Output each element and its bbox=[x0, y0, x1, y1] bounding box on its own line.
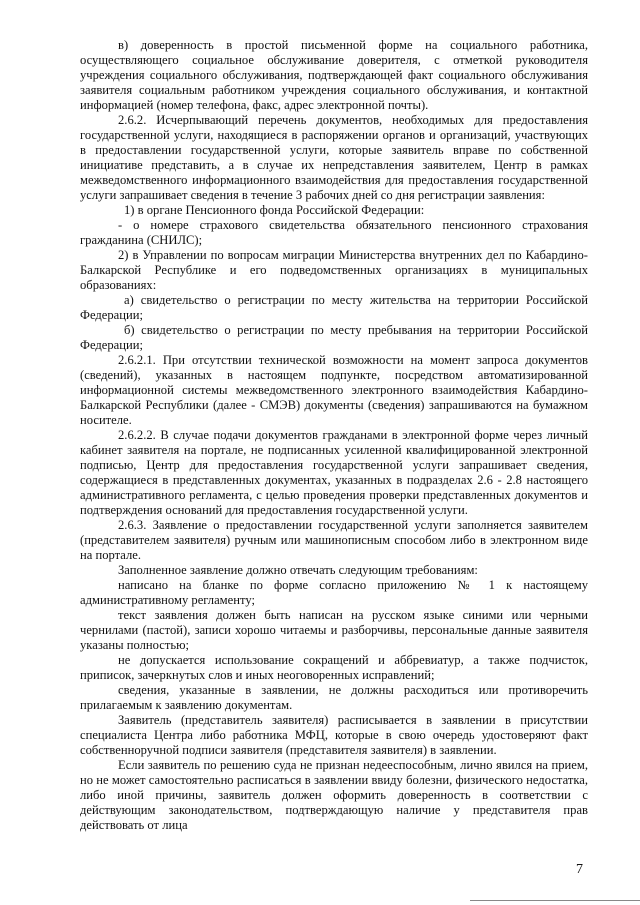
paragraph-stay-registration: б) свидетельство о регистрации по месту пребывания на территории Российской Федерации; bbox=[80, 323, 588, 352]
paragraph-requirements: Заполненное заявление должно отвечать следующим требованиям: bbox=[118, 563, 478, 577]
page-number: 7 bbox=[576, 862, 583, 877]
paragraph-2-6-3: 2.6.3. Заявление о предоставлении государственной услуги заполняется заявителем (представителем заявителя) ручным или машинописным способом либо в электронном виде на портале. bbox=[80, 518, 588, 562]
scan-edge-line bbox=[470, 900, 640, 901]
paragraph-2-6-2: 2.6.2. Исчерпывающий перечень документов, необходимых для предоставления государственной услуги, находящиеся в распоряжении органов и организаций, участвующих в предоставлении государственной услуги, которые заявитель вправе по собственной инициативе представить, а в случае их непредставления заявителем, Центр в рамках межведомственного информационного взаимодействия для предоставления государственной услуги запрашивает сведения в течение 3 рабочих дней со дня регистрации заявления: bbox=[80, 113, 588, 202]
paragraph-incapacity: Если заявитель по решению суда не признан недееспособным, лично явился на прием, но не может самостоятельно расписаться в заявлении ввиду болезни, физического недостатка, либо иной причины, заявитель должен оформить доверенность в соответствии с действующим законодательством, подтверждающую наличие у представителя прав действовать от лица bbox=[80, 758, 588, 832]
paragraph-migration: 2) в Управлении по вопросам миграции Министерства внутренних дел по Кабардино-Балкарской Республике и его подведомственных организациях в муниципальных образованиях: bbox=[80, 248, 588, 292]
paragraph-power-of-attorney: в) доверенность в простой письменной форме на социального работника, осуществляющего социальное обслуживание доверителя, с отметкой руководителя учреждения социального обслуживания, подтверждающей факт социального обслуживания заявителя социальным работником учреждения социального обслуживания, и контактной информацией (номер телефона, факс, адрес электронной почты). bbox=[80, 38, 588, 112]
paragraph-abbreviations: не допускается использование сокращений и аббревиатур, а также подчисток, приписок, зачеркнутых слов и иных неоговоренных исправлений; bbox=[80, 653, 588, 682]
paragraph-form-appendix: написано на бланке по форме согласно приложению № 1 к настоящему административному регламенту; bbox=[80, 578, 588, 607]
paragraph-pension-fund: 1) в органе Пенсионного фонда Российской Федерации: bbox=[124, 203, 425, 217]
paragraph-consistency: сведения, указанные в заявлении, не должны расходиться или противоречить прилагаемым к заявлению документам. bbox=[80, 683, 588, 712]
paragraph-2-6-2-1: 2.6.2.1. При отсутствии технической возможности на момент запроса документов (сведений), указанных в настоящем подпункте, посредством автоматизированной информационной системы межведомственного электронного взаимодействия Кабардино-Балкарской Республики (далее - СМЭВ) документы (сведения) запрашиваются на бумажном носителе. bbox=[80, 353, 588, 427]
paragraph-snils: - о номере страхового свидетельства обязательного пенсионного страхования гражданина (СНИЛС); bbox=[80, 218, 588, 247]
paragraph-signature: Заявитель (представитель заявителя) расписывается в заявлении в присутствии специалиста Центра либо работника МФЦ, которые в свою очередь удостоверяют факт собственноручной подписи заявителя (представителя заявителя) в заявлении. bbox=[80, 713, 588, 757]
document-body bbox=[80, 38, 588, 833]
paragraph-language: текст заявления должен быть написан на русском языке синими или черными чернилами (пастой), записи хорошо читаемы и разборчивы, персональные данные заявителя указаны полностью; bbox=[80, 608, 588, 652]
paragraph-residence-registration: а) свидетельство о регистрации по месту жительства на территории Российской Федерации; bbox=[80, 293, 588, 322]
paragraph-2-6-2-2: 2.6.2.2. В случае подачи документов гражданами в электронной форме через личный кабинет заявителя на портале, не подписанных усиленной квалифицированной электронной подписью, Центр для предоставления государственной услуги запрашивает сведения, содержащиеся в представленных документах, указанных в подразделах 2.6 - 2.8 настоящего административного регламента, с целью проведения проверки представленных документов и подтверждения оснований для предоставления государственной услуги. bbox=[80, 428, 588, 517]
